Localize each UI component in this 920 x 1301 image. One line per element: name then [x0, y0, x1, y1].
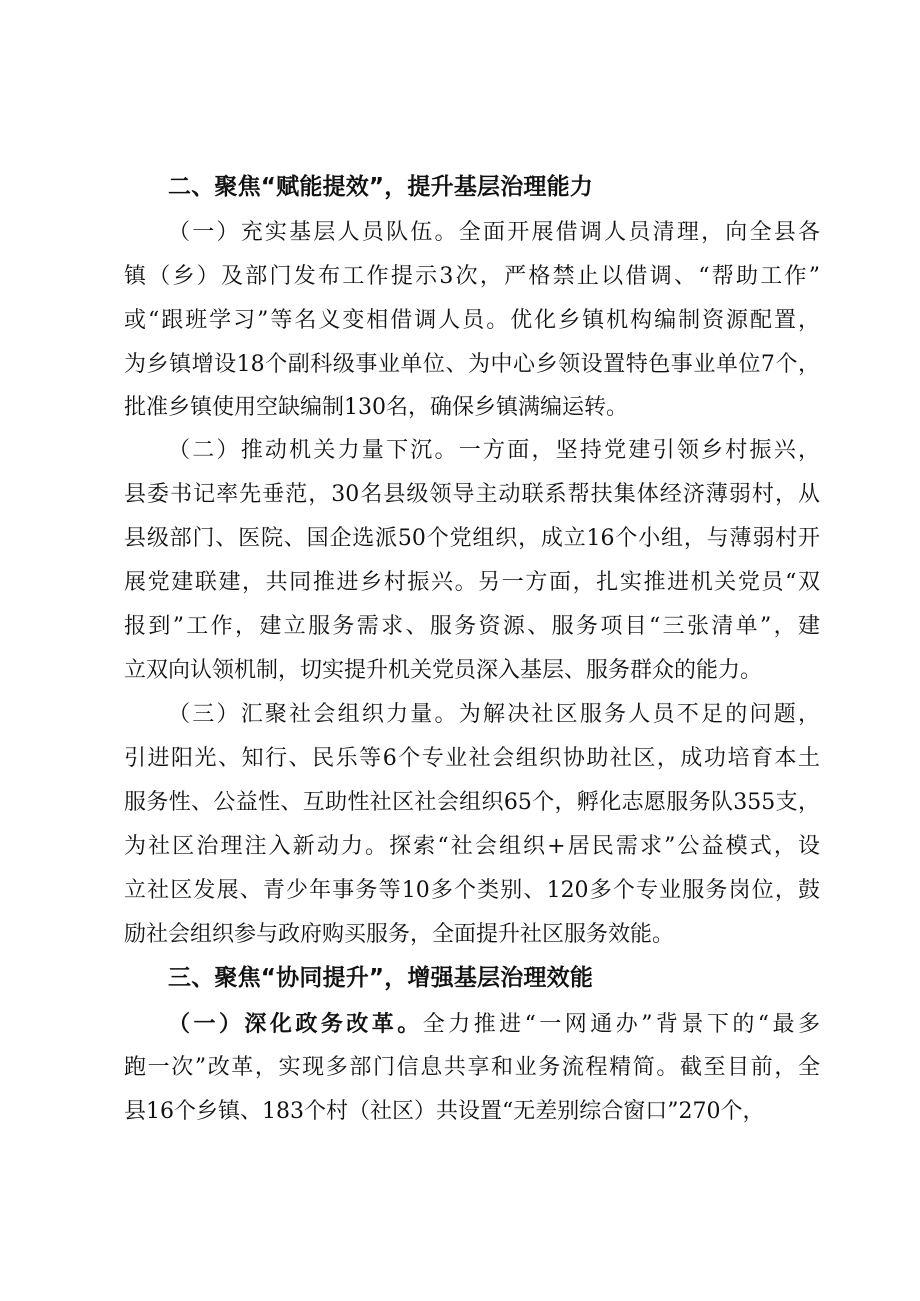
paragraph-line: 县委书记率先垂范，30名县级领导主动联系帮扶集体经济薄弱村，从	[124, 482, 820, 507]
paragraph-line: 立双向认领机制，切实提升机关党员深入基层、服务群众的能力。	[124, 658, 763, 683]
paragraph-line: （二）推动机关力量下沉。一方面，坚持党建引领乡村振兴，	[168, 438, 820, 463]
paragraph-line: 县级部门、医院、国企选派50个党组织，成立16个小组，与薄弱村开	[124, 526, 820, 551]
section-2-heading: 二、聚焦“赋能提效”，提升基层治理能力	[168, 174, 594, 200]
paragraph-line: 引进阳光、知行、民乐等6个专业社会组织协助社区，成功培育本土	[124, 746, 820, 771]
paragraph-line: 批准乡镇使用空缺编制130名，确保乡镇满编运转。	[124, 395, 628, 420]
paragraph-line: 展党建联建，共同推进乡村振兴。另一方面，扎实推进机关党员“双	[124, 570, 820, 595]
section-3-heading: 三、聚焦“协同提升”，增强基层治理效能	[168, 965, 594, 991]
paragraph-line: 县16个乡镇、183个村（社区）共设置“无差别综合窗口”270个，	[124, 1099, 765, 1124]
paragraph-line: 为乡镇增设18个副科级事业单位、为中心乡领设置特色事业单位7个，	[124, 352, 820, 377]
paragraph-line: 励社会组织参与政府购买服务，全面提升社区服务效能。	[124, 922, 675, 947]
paragraph-line: （一）充实基层人员队伍。全面开展借调人员清理，向全县各	[168, 220, 820, 245]
paragraph-line: 或“跟班学习”等名义变相借调人员。优化乡镇机构编制资源配置，	[124, 308, 820, 333]
paragraph-line: 立社区发展、青少年事务等10多个类别、120多个专业服务岗位，鼓	[124, 878, 820, 903]
paragraph-text: 全力推进“一网通办”背景下的“最多	[422, 1012, 820, 1037]
paragraph-line: 跑一次”改革，实现多部门信息共享和业务流程精简。截至目前，全	[124, 1055, 820, 1080]
paragraph-line: 为社区治理注入新动力。探索“社会组织+居民需求”公益模式，设	[124, 834, 820, 859]
paragraph-line: 报到”工作，建立服务需求、服务资源、服务项目“三张清单”，建	[124, 614, 820, 639]
paragraph-line: （三）汇聚社会组织力量。为解决社区服务人员不足的问题，	[168, 702, 820, 727]
paragraph-line: 服务性、公益性、互助性社区社会组织65个，孵化志愿服务队355支，	[124, 790, 820, 815]
paragraph-lead: （一）深化政务改革。	[168, 1011, 423, 1037]
paragraph-line: 镇（乡）及部门发布工作提示3次，严格禁止以借调、“帮助工作”	[124, 264, 820, 289]
paragraph-line	[168, 1009, 820, 1040]
